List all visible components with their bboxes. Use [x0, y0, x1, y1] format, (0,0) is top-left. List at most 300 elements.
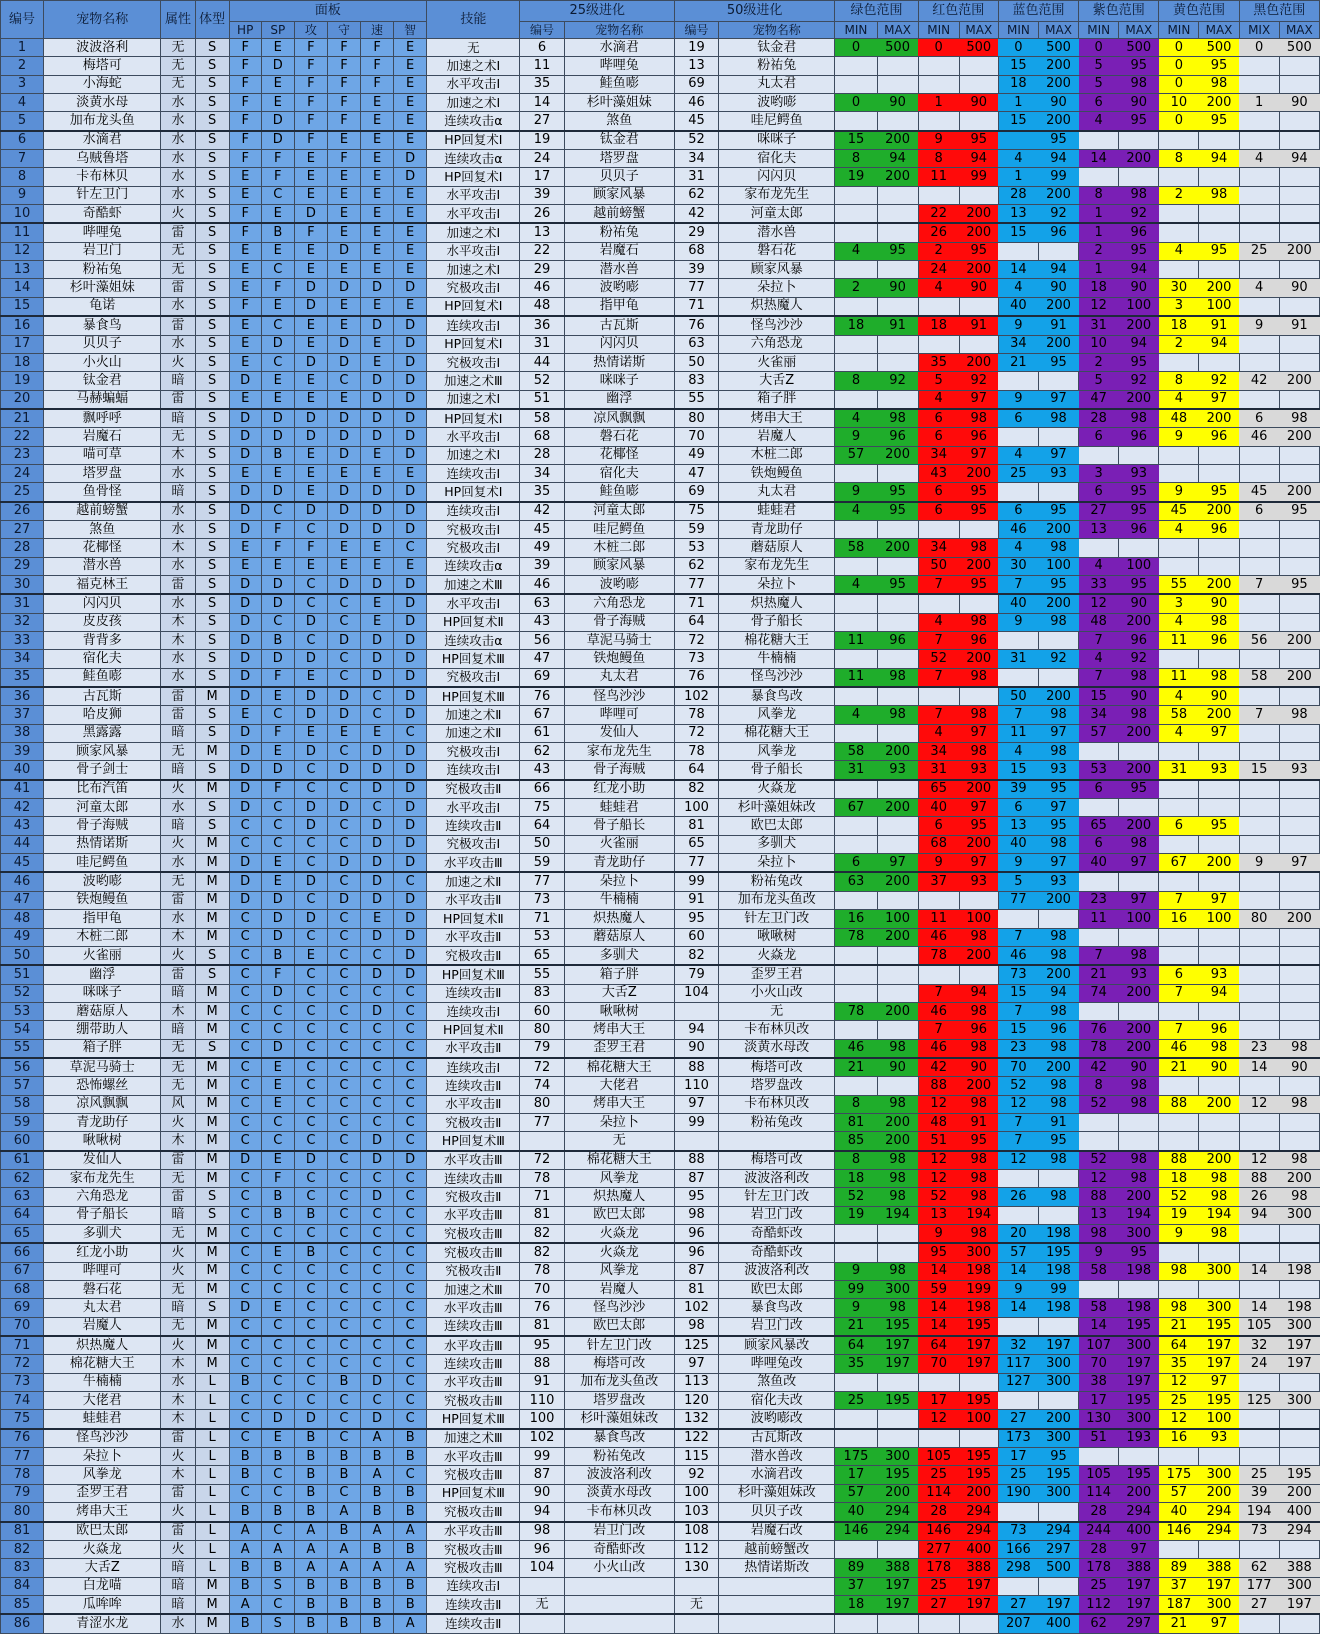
red-min-cell: 0 [918, 39, 959, 57]
id-cell: 55 [1, 1039, 44, 1058]
evo25-id-cell: 31 [520, 335, 564, 353]
red-max-cell [959, 1429, 998, 1448]
green-max-cell: 200 [877, 1132, 918, 1151]
table-row [1, 464, 1320, 482]
evo25-name-cell: 六角恐龙 [564, 594, 674, 613]
green-max-cell: 98 [877, 1169, 918, 1187]
yellow-min-cell: 11 [1159, 632, 1199, 650]
red-min-cell [918, 891, 959, 909]
blue-max-cell: 500 [1038, 1559, 1078, 1577]
table-row [1, 613, 1320, 631]
red-max-cell: 98 [959, 1095, 998, 1113]
stat-int-cell: E [394, 131, 427, 150]
yellow-max-cell: 200 [1199, 1151, 1239, 1170]
black-min-cell: 12 [1239, 1095, 1279, 1113]
evo50-name-cell: 顾家风暴改 [719, 1336, 835, 1355]
green-min-cell: 4 [835, 502, 877, 521]
green-max-cell [877, 223, 918, 242]
header-evo25-id: 编号 [520, 22, 564, 39]
stat-sp-cell: E [261, 872, 294, 891]
yellow-max-cell [1199, 780, 1239, 799]
red-max-cell [959, 57, 998, 75]
green-max-cell: 200 [877, 743, 918, 761]
evo25-name-cell: 顾家风暴 [564, 186, 674, 204]
evo50-id-cell: 69 [674, 483, 718, 502]
evo25-id-cell: 71 [520, 910, 564, 928]
stat-hp-cell: C [229, 1039, 261, 1058]
evo50-id-cell: 62 [674, 186, 718, 204]
attr-cell: 木 [161, 539, 195, 557]
id-cell: 30 [1, 575, 44, 594]
stat-sp-cell: C [261, 706, 294, 724]
skill-cell: HP回复术Ⅰ [427, 168, 520, 186]
size-cell: M [195, 1595, 229, 1614]
evo50-id-cell: 52 [674, 131, 718, 150]
size-cell: L [195, 1373, 229, 1391]
yellow-min-cell [1159, 1281, 1199, 1299]
evo50-name-cell: 蘑菇原人 [719, 539, 835, 557]
purple-max-cell: 300 [1119, 1410, 1159, 1429]
yellow-min-cell [1159, 131, 1199, 150]
yellow-max-cell: 100 [1199, 1410, 1239, 1429]
evo50-id-cell: 64 [674, 761, 718, 780]
red-min-cell: 17 [918, 1392, 959, 1410]
green-min-cell [835, 817, 877, 835]
blue-max-cell [1038, 428, 1078, 446]
skill-cell: 究极攻击Ⅰ [427, 353, 520, 371]
black-min-cell [1239, 297, 1279, 316]
stat-spd-cell: E [361, 223, 394, 242]
green-min-cell: 9 [835, 1299, 877, 1317]
attr-cell: 雷 [161, 965, 195, 984]
purple-max-cell: 93 [1119, 464, 1159, 482]
table-row [1, 372, 1320, 390]
purple-max-cell: 92 [1119, 650, 1159, 668]
blue-min-cell: 15 [998, 1021, 1038, 1039]
stat-int-cell: E [394, 94, 427, 112]
green-min-cell: 21 [835, 1058, 877, 1077]
size-cell: M [195, 1243, 229, 1262]
blue-max-cell: 91 [1038, 1113, 1078, 1131]
stat-sp-cell: D [261, 928, 294, 946]
stat-def-cell: C [327, 1058, 360, 1077]
black-max-cell: 94 [1279, 150, 1319, 168]
black-min-cell [1239, 557, 1279, 575]
size-cell: S [195, 668, 229, 687]
stat-sp-cell: E [261, 1058, 294, 1077]
size-cell: M [195, 1355, 229, 1373]
yellow-max-cell [1199, 946, 1239, 965]
blue-max-cell: 93 [1038, 464, 1078, 482]
stat-atk-cell: E [294, 261, 327, 279]
evo25-id-cell: 26 [520, 205, 564, 224]
stat-def-cell: C [327, 1410, 360, 1429]
red-max-cell: 92 [959, 372, 998, 390]
size-cell: S [195, 632, 229, 650]
stat-int-cell: B [394, 1540, 427, 1558]
black-max-cell [1279, 1429, 1319, 1448]
name-cell: 草泥马骑士 [44, 1058, 161, 1077]
attr-cell: 雷 [161, 575, 195, 594]
yellow-max-cell: 200 [1199, 1095, 1239, 1113]
attr-cell: 木 [161, 613, 195, 631]
green-max-cell: 200 [877, 928, 918, 946]
black-min-cell: 6 [1239, 409, 1279, 428]
blue-max-cell [1038, 1577, 1078, 1595]
purple-min-cell: 114 [1079, 1484, 1119, 1502]
stat-def-cell: B [327, 1522, 360, 1541]
black-min-cell: 32 [1239, 1336, 1279, 1355]
stat-int-cell: C [394, 539, 427, 557]
attr-cell: 木 [161, 1466, 195, 1484]
id-cell: 25 [1, 483, 44, 502]
blue-max-cell: 200 [1038, 186, 1078, 204]
stat-sp-cell: E [261, 854, 294, 873]
stat-sp-cell: S [261, 1614, 294, 1633]
size-cell: S [195, 261, 229, 279]
table-row [1, 706, 1320, 724]
evo25-id-cell: 43 [520, 761, 564, 780]
evo50-id-cell: 99 [674, 872, 718, 891]
skill-cell: HP回复术Ⅰ [427, 409, 520, 428]
attr-cell: 无 [161, 743, 195, 761]
yellow-min-cell: 2 [1159, 335, 1199, 353]
id-cell: 79 [1, 1484, 44, 1502]
red-min-cell: 22 [918, 205, 959, 224]
yellow-max-cell [1199, 131, 1239, 150]
stat-int-cell: D [394, 446, 427, 464]
yellow-min-cell: 18 [1159, 316, 1199, 335]
green-min-cell: 6 [835, 854, 877, 873]
stat-spd-cell: E [361, 464, 394, 482]
name-cell: 热情诺斯 [44, 835, 161, 853]
red-max-cell: 95 [959, 502, 998, 521]
stat-atk-cell: D [294, 613, 327, 631]
evo50-name-cell: 杉叶藻姐妹改 [719, 799, 835, 817]
blue-max-cell [1038, 1503, 1078, 1522]
evo25-id-cell: 13 [520, 223, 564, 242]
purple-max-cell: 96 [1119, 520, 1159, 538]
stat-sp-cell: S [261, 1577, 294, 1595]
yellow-min-cell: 21 [1159, 1317, 1199, 1336]
name-cell: 卡布林贝 [44, 168, 161, 186]
red-min-cell: 25 [918, 1466, 959, 1484]
purple-max-cell: 197 [1119, 1595, 1159, 1614]
stat-hp-cell: D [229, 891, 261, 909]
purple-max-cell [1119, 131, 1159, 150]
attr-cell: 火 [161, 1503, 195, 1522]
blue-max-cell: 98 [1038, 1077, 1078, 1095]
id-cell: 16 [1, 316, 44, 335]
header-evo50: 50级进化 [674, 1, 834, 22]
stat-spd-cell: C [361, 1095, 394, 1113]
stat-sp-cell: C [261, 1355, 294, 1373]
evo25-name-cell: 箱子胖 [564, 965, 674, 984]
stat-int-cell: D [394, 168, 427, 186]
stat-def-cell: F [327, 39, 360, 57]
stat-sp-cell: F [261, 150, 294, 168]
skill-cell: 水平攻击Ⅲ [427, 1373, 520, 1391]
stat-int-cell: E [394, 557, 427, 575]
attr-cell: 无 [161, 1225, 195, 1244]
evo50-id-cell: 130 [674, 1559, 718, 1577]
stat-atk-cell: C [294, 520, 327, 538]
evo50-id-cell: 102 [674, 1299, 718, 1317]
stat-sp-cell: C [261, 817, 294, 835]
yellow-min-cell [1159, 205, 1199, 224]
table-row [1, 1410, 1320, 1429]
black-max-cell: 300 [1279, 1317, 1319, 1336]
evo50-name-cell: 河童太郎 [719, 205, 835, 224]
name-cell: 煞鱼 [44, 520, 161, 538]
stat-int-cell: D [394, 928, 427, 946]
yellow-max-cell [1199, 1540, 1239, 1558]
evo50-name-cell: 波波洛利改 [719, 1262, 835, 1280]
blue-min-cell: 7 [998, 1113, 1038, 1131]
green-min-cell [835, 1021, 877, 1039]
red-max-cell: 95 [959, 242, 998, 260]
name-cell: 龟诺 [44, 297, 161, 316]
table-row [1, 1392, 1320, 1410]
size-cell: M [195, 1077, 229, 1095]
red-max-cell: 197 [959, 1577, 998, 1595]
yellow-max-cell [1199, 1281, 1239, 1299]
yellow-min-cell: 6 [1159, 965, 1199, 984]
table-row [1, 1132, 1320, 1151]
stat-atk-cell: E [294, 242, 327, 260]
attr-cell: 无 [161, 57, 195, 75]
black-min-cell: 7 [1239, 706, 1279, 724]
stat-spd-cell: B [361, 1448, 394, 1466]
stat-atk-cell: D [294, 687, 327, 706]
name-cell: 针左卫门 [44, 186, 161, 204]
purple-max-cell [1119, 1002, 1159, 1020]
red-max-cell: 100 [959, 910, 998, 928]
table-row [1, 854, 1320, 873]
black-max-cell [1279, 390, 1319, 409]
black-max-cell: 197 [1279, 1336, 1319, 1355]
attr-cell: 暗 [161, 409, 195, 428]
stat-sp-cell: C [261, 261, 294, 279]
attr-cell: 水 [161, 854, 195, 873]
red-min-cell: 52 [918, 1188, 959, 1206]
size-cell: S [195, 724, 229, 742]
table-row [1, 39, 1320, 57]
evo50-name-cell: 丸太君 [719, 75, 835, 93]
header-green-max: MAX [877, 22, 918, 39]
red-max-cell: 200 [959, 946, 998, 965]
stat-int-cell: E [394, 242, 427, 260]
skill-cell: 加速之术Ⅰ [427, 261, 520, 279]
stat-int-cell: C [394, 1206, 427, 1224]
skill-cell: 究极攻击Ⅲ [427, 1559, 520, 1577]
red-max-cell: 98 [959, 743, 998, 761]
purple-max-cell: 200 [1119, 150, 1159, 168]
size-cell: M [195, 891, 229, 909]
red-min-cell: 6 [918, 428, 959, 446]
stat-int-cell: D [394, 613, 427, 631]
blue-max-cell: 98 [1038, 1095, 1078, 1113]
stat-atk-cell: A [294, 1522, 327, 1541]
blue-max-cell: 98 [1038, 1002, 1078, 1020]
evo25-name-cell: 奇酷虾改 [564, 1540, 674, 1558]
evo50-name-cell: 岩卫门改 [719, 1206, 835, 1224]
stat-spd-cell: E [361, 168, 394, 186]
size-cell: S [195, 650, 229, 668]
black-min-cell: 4 [1239, 150, 1279, 168]
black-max-cell: 97 [1279, 854, 1319, 873]
red-min-cell: 2 [918, 242, 959, 260]
stat-def-cell: C [327, 594, 360, 613]
name-cell: 发仙人 [44, 1151, 161, 1170]
attr-cell: 火 [161, 946, 195, 965]
stat-def-cell: B [327, 1614, 360, 1633]
black-max-cell: 294 [1279, 1522, 1319, 1541]
blue-max-cell: 95 [1038, 780, 1078, 799]
green-min-cell: 57 [835, 1484, 877, 1502]
table-row [1, 242, 1320, 260]
stat-hp-cell: F [229, 131, 261, 150]
black-min-cell [1239, 1373, 1279, 1391]
blue-min-cell [998, 1392, 1038, 1410]
stat-sp-cell: D [261, 1410, 294, 1429]
yellow-min-cell: 48 [1159, 409, 1199, 428]
yellow-min-cell [1159, 1540, 1199, 1558]
stat-atk-cell: F [294, 131, 327, 150]
green-min-cell [835, 835, 877, 853]
evo25-name-cell: 啾啾树 [564, 1002, 674, 1020]
size-cell: S [195, 502, 229, 521]
blue-max-cell: 198 [1038, 1225, 1078, 1244]
purple-min-cell: 53 [1079, 761, 1119, 780]
yellow-min-cell: 3 [1159, 594, 1199, 613]
evo25-name-cell: 朵拉卜 [564, 1113, 674, 1131]
evo50-id-cell: 78 [674, 706, 718, 724]
evo50-name-cell [719, 1614, 835, 1633]
skill-cell: 连续攻击Ⅰ [427, 1002, 520, 1020]
blue-max-cell: 500 [1038, 39, 1078, 57]
stat-spd-cell: B [361, 1614, 394, 1633]
blue-min-cell [998, 632, 1038, 650]
purple-min-cell: 17 [1079, 1392, 1119, 1410]
stat-spd-cell: C [361, 1281, 394, 1299]
id-cell: 47 [1, 891, 44, 909]
red-min-cell: 4 [918, 279, 959, 297]
evo50-id-cell: 60 [674, 928, 718, 946]
red-min-cell: 52 [918, 650, 959, 668]
green-max-cell [877, 965, 918, 984]
red-max-cell: 98 [959, 706, 998, 724]
size-cell: M [195, 1058, 229, 1077]
black-min-cell [1239, 1132, 1279, 1151]
table-row [1, 1225, 1320, 1244]
skill-cell: 水平攻击Ⅱ [427, 928, 520, 946]
stat-atk-cell: D [294, 297, 327, 316]
black-max-cell [1279, 131, 1319, 150]
stat-hp-cell: C [229, 1484, 261, 1502]
stat-def-cell: C [327, 835, 360, 853]
red-max-cell: 500 [959, 39, 998, 57]
attr-cell: 无 [161, 1039, 195, 1058]
stat-atk-cell: D [294, 910, 327, 928]
black-min-cell [1239, 1077, 1279, 1095]
black-min-cell: 42 [1239, 372, 1279, 390]
blue-min-cell: 20 [998, 1225, 1038, 1244]
size-cell: S [195, 150, 229, 168]
evo25-id-cell: 94 [520, 1503, 564, 1522]
purple-min-cell: 58 [1079, 1262, 1119, 1280]
evo50-name-cell: 烤串大王 [719, 409, 835, 428]
red-min-cell: 14 [918, 1299, 959, 1317]
blue-min-cell [998, 131, 1038, 150]
stat-atk-cell: C [294, 1058, 327, 1077]
green-max-cell: 294 [877, 1503, 918, 1522]
green-max-cell: 95 [877, 575, 918, 594]
green-max-cell [877, 390, 918, 409]
id-cell: 72 [1, 1355, 44, 1373]
blue-min-cell: 7 [998, 1002, 1038, 1020]
stat-hp-cell: C [229, 1410, 261, 1429]
blue-min-cell: 32 [998, 1336, 1038, 1355]
stat-hp-cell: E [229, 557, 261, 575]
purple-min-cell: 14 [1079, 150, 1119, 168]
header-green-min: MIN [835, 22, 877, 39]
yellow-min-cell [1159, 464, 1199, 482]
green-min-cell: 8 [835, 150, 877, 168]
stat-atk-cell: F [294, 223, 327, 242]
name-cell: 骨子海贼 [44, 817, 161, 835]
id-cell: 44 [1, 835, 44, 853]
red-min-cell: 13 [918, 1206, 959, 1224]
stat-atk-cell: D [294, 279, 327, 297]
black-max-cell: 388 [1279, 1559, 1319, 1577]
evo25-id-cell: 104 [520, 1559, 564, 1577]
red-max-cell: 195 [959, 1466, 998, 1484]
yellow-min-cell: 7 [1159, 891, 1199, 909]
stat-int-cell: C [394, 1317, 427, 1336]
red-max-cell [959, 891, 998, 909]
yellow-min-cell: 57 [1159, 1484, 1199, 1502]
skill-cell: 连续攻击Ⅰ [427, 316, 520, 335]
green-min-cell [835, 1540, 877, 1558]
yellow-min-cell: 8 [1159, 372, 1199, 390]
table-row [1, 1429, 1320, 1448]
id-cell: 41 [1, 780, 44, 799]
stat-spd-cell: E [361, 205, 394, 224]
purple-max-cell: 98 [1119, 75, 1159, 93]
green-max-cell: 98 [877, 1299, 918, 1317]
blue-max-cell [1038, 242, 1078, 260]
stat-int-cell: C [394, 1225, 427, 1244]
purple-min-cell: 8 [1079, 186, 1119, 204]
black-min-cell [1239, 1113, 1279, 1131]
red-max-cell: 98 [959, 1151, 998, 1170]
blue-min-cell: 15 [998, 112, 1038, 131]
green-min-cell: 35 [835, 1355, 877, 1373]
stat-def-cell: C [327, 1188, 360, 1206]
stat-def-cell: C [327, 1484, 360, 1502]
yellow-max-cell: 90 [1199, 687, 1239, 706]
evo50-id-cell [674, 1614, 718, 1633]
stat-sp-cell: C [261, 1595, 294, 1614]
green-min-cell: 4 [835, 706, 877, 724]
yellow-min-cell [1159, 1448, 1199, 1466]
purple-min-cell: 33 [1079, 575, 1119, 594]
yellow-max-cell: 94 [1199, 984, 1239, 1002]
yellow-max-cell: 93 [1199, 1429, 1239, 1448]
skill-cell: HP回复术Ⅲ [427, 1484, 520, 1502]
green-min-cell [835, 687, 877, 706]
